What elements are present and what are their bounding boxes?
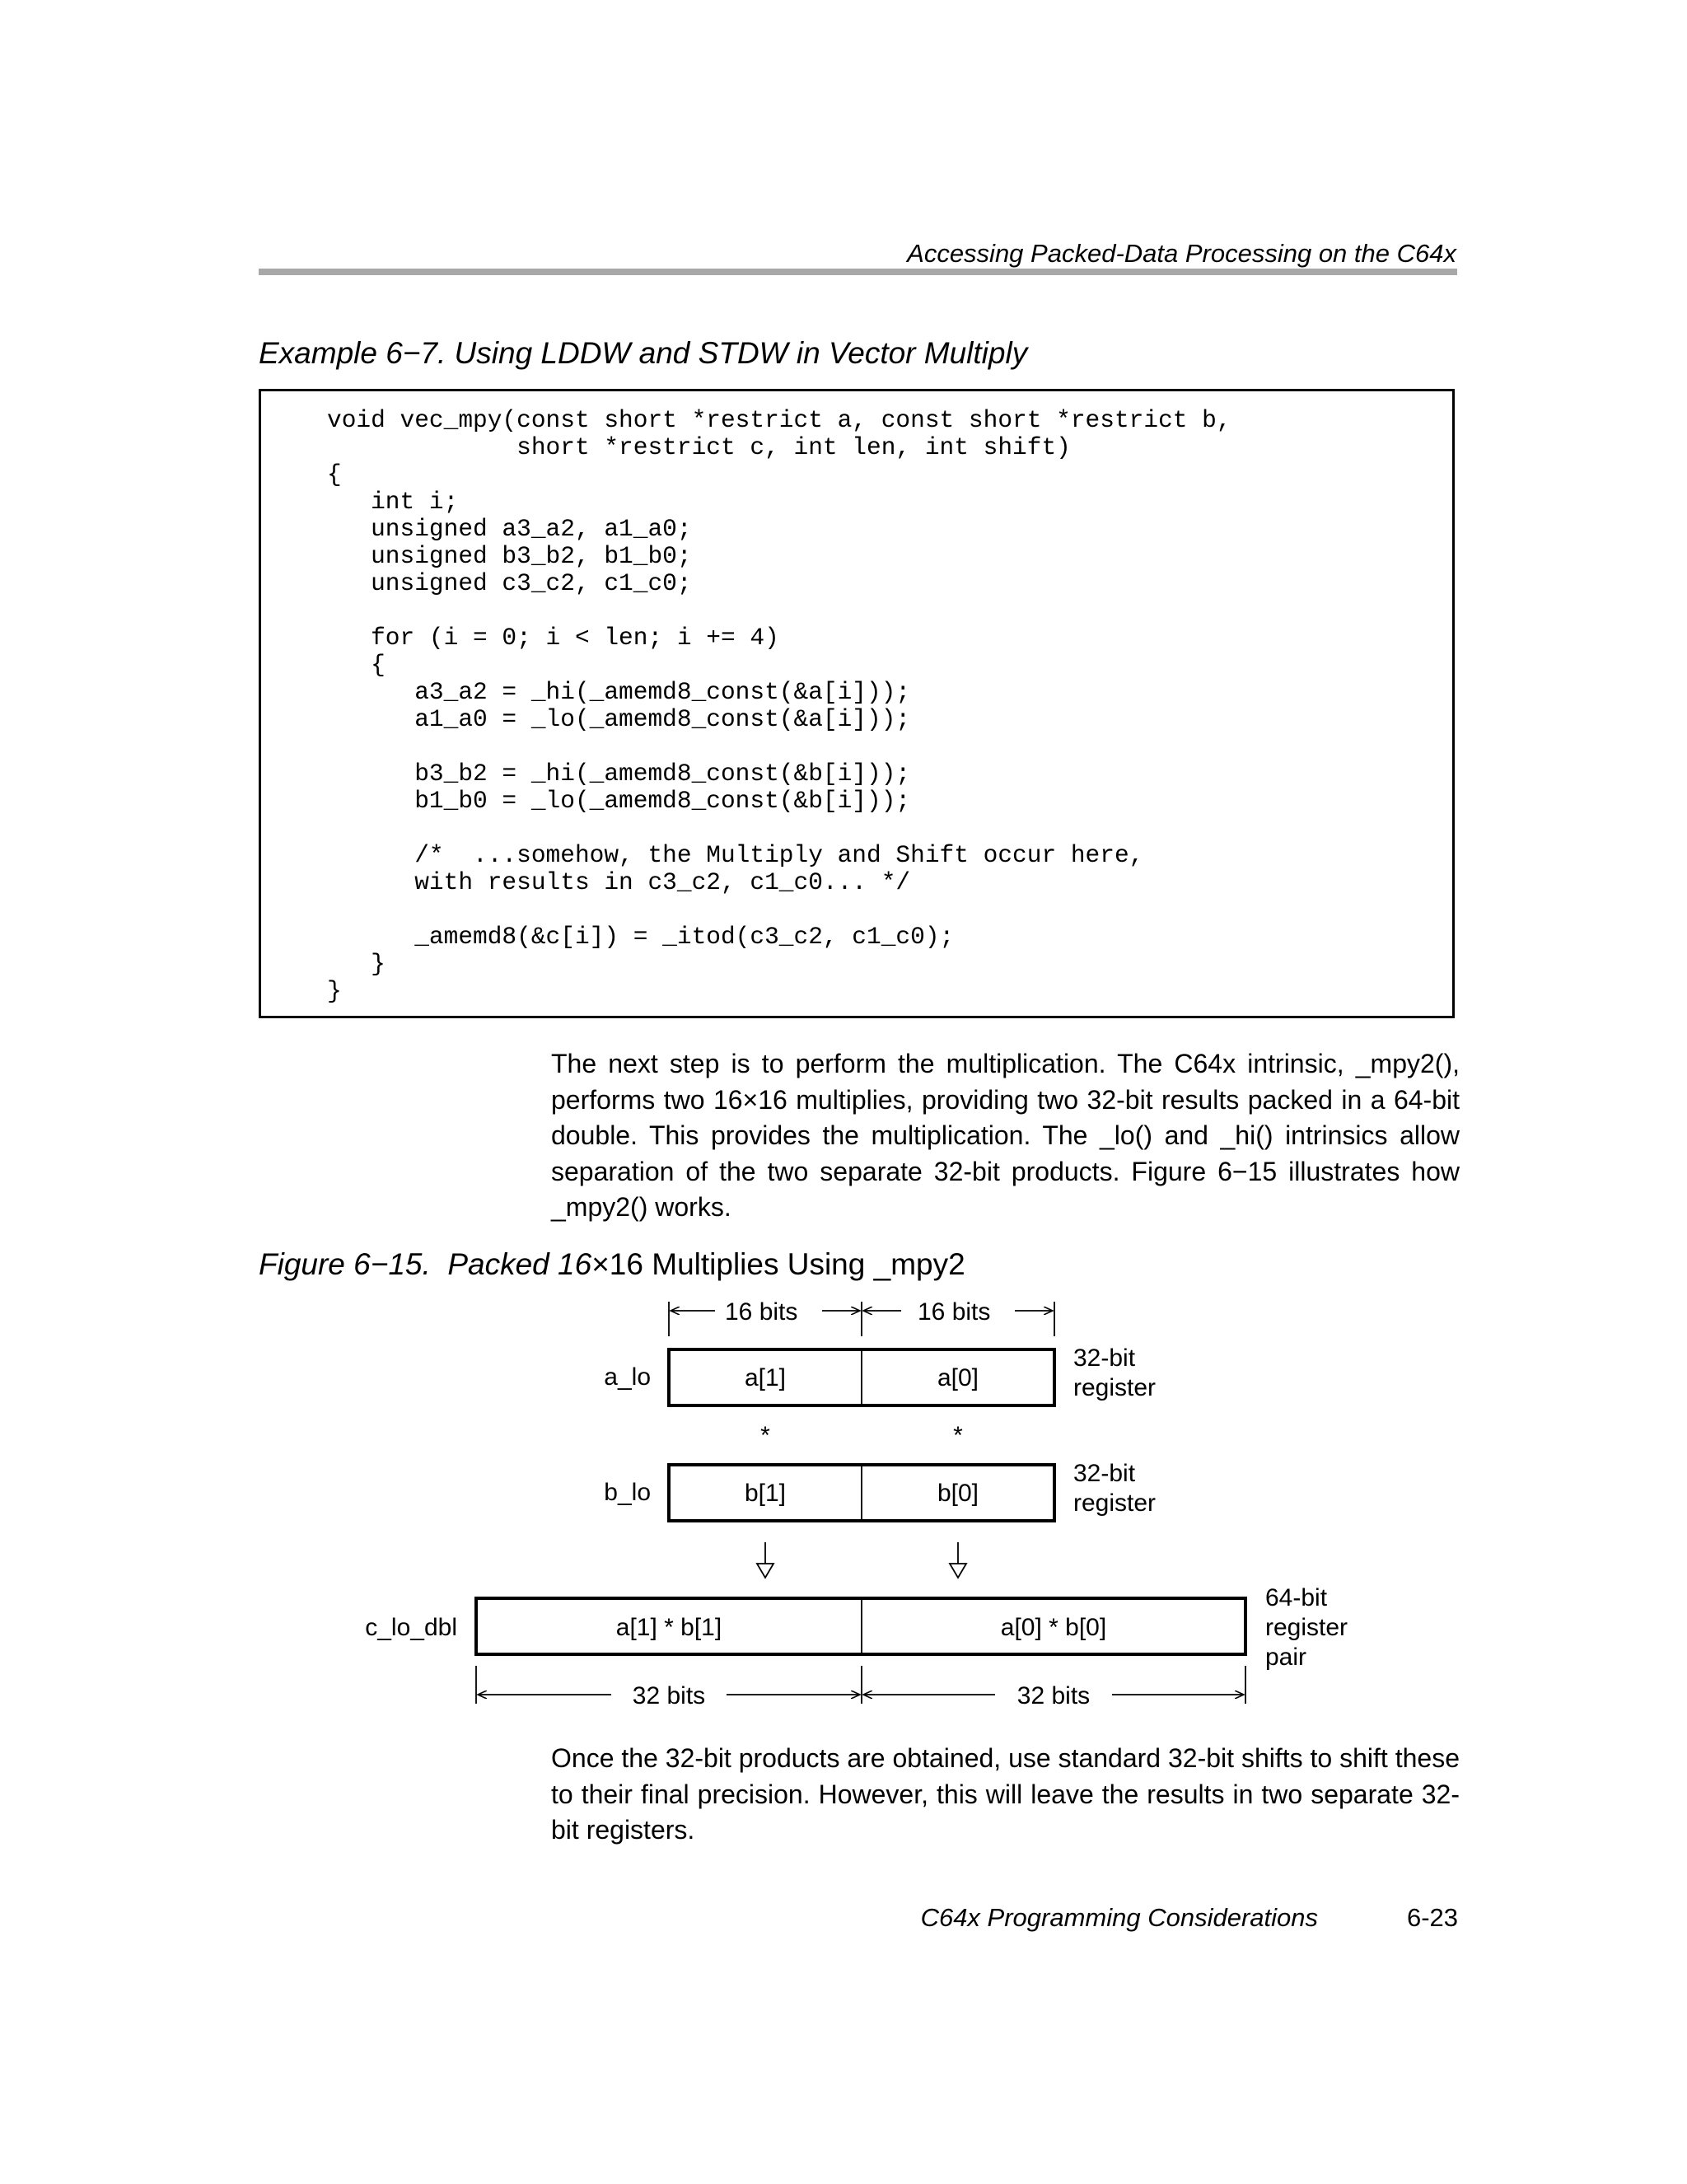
- b-register-note-1: 32-bit: [1073, 1460, 1136, 1487]
- example-title: Example 6−7. Using LDDW and STDW in Vector Multiply: [259, 336, 1028, 370]
- code-line: for (i = 0; i < len; i += 4): [327, 624, 779, 652]
- c-hi-cell: a[1] * b[1]: [615, 1614, 722, 1641]
- code-line: unsigned b3_b2, b1_b0;: [327, 542, 692, 570]
- figure-title-italic: Packed 16: [447, 1247, 592, 1281]
- c-lo-cell: a[0] * b[0]: [1000, 1614, 1107, 1641]
- bits-32-right-label: 32 bits: [1016, 1682, 1091, 1709]
- down-arrow-icon: [757, 1542, 773, 1578]
- c-register-pair-box: [476, 1598, 1245, 1654]
- paragraph-text: Once the 32-bit products are obtained, use standard 32-bit shifts to shift these to their final precision. However, this will leave the results in two separate 32-bit registers.: [551, 1743, 1460, 1845]
- a-register-note-1: 32-bit: [1073, 1345, 1136, 1372]
- a-lo-cell: a[0]: [937, 1364, 979, 1391]
- multiply-star-left: *: [760, 1422, 770, 1449]
- c-register-label: c_lo_dbl: [365, 1614, 457, 1641]
- code-line: }: [327, 950, 386, 978]
- figure-title-rest: ×16 Multiplies Using _mpy2: [591, 1247, 965, 1281]
- b-lo-cell: b[0]: [937, 1480, 979, 1507]
- code-line: _amemd8(&c[i]) = _itod(c3_c2, c1_c0);: [327, 923, 955, 951]
- bits-16-left-label: 16 bits: [725, 1298, 798, 1326]
- code-line: void vec_mpy(const short *restrict a, const short *restrict b,: [327, 406, 1231, 434]
- c-register-note-2: register: [1265, 1614, 1348, 1641]
- body-paragraph-2: [551, 1741, 1460, 1849]
- running-header-title: Accessing Packed-Data Processing on the C64x: [907, 239, 1456, 268]
- a-hi-cell: a[1]: [744, 1364, 787, 1391]
- code-line: {: [327, 651, 386, 679]
- footer-section-title: C64x Programming Considerations: [920, 1903, 1318, 1932]
- b-register-note-2: register: [1073, 1490, 1157, 1517]
- code-line: b1_b0 = _lo(_amemd8_const(&b[i]));: [327, 787, 911, 815]
- a-register-note-2: register: [1073, 1374, 1157, 1401]
- code-line: unsigned c3_c2, c1_c0;: [327, 569, 692, 597]
- b-hi-cell: b[1]: [744, 1480, 787, 1507]
- code-line: short *restrict c, int len, int shift): [327, 433, 1071, 461]
- b-register-label: b_lo: [604, 1479, 651, 1506]
- code-line: }: [327, 977, 342, 1005]
- figure-label: Figure 6−15.: [259, 1247, 431, 1281]
- code-line: int i;: [327, 488, 459, 516]
- paragraph-text: The next step is to perform the multiplication. The C64x intrinsic, _mpy2(), performs two 16×16 multiplies, providing two 32-bit results packed in a 64-bit double. This provides the multiplication. The _lo() and _hi() intrinsics allow separation of the two separate 32-bit products. Figure 6−15 illustrates how _mpy2() works.: [551, 1049, 1460, 1222]
- a-register-label: a_lo: [604, 1363, 651, 1391]
- code-line: {: [327, 461, 342, 489]
- footer-page-number: 6-23: [1406, 1903, 1458, 1932]
- code-line: b3_b2 = _hi(_amemd8_const(&b[i]));: [327, 760, 911, 788]
- bits-32-left-label: 32 bits: [632, 1682, 706, 1709]
- code-line: unsigned a3_a2, a1_a0;: [327, 515, 692, 543]
- code-line: a1_a0 = _lo(_amemd8_const(&a[i]));: [327, 705, 911, 733]
- code-line: with results in c3_c2, c1_c0... */: [327, 868, 911, 896]
- multiply-star-right: *: [953, 1422, 963, 1449]
- dimension-32-bits: [476, 1666, 1245, 1704]
- c-register-note-1: 64-bit: [1265, 1584, 1328, 1611]
- code-line: /* ...somehow, the Multiply and Shift occur here,: [327, 841, 1144, 869]
- bits-16-right-label: 16 bits: [918, 1298, 991, 1326]
- c-register-note-3: pair: [1265, 1644, 1307, 1671]
- down-arrow-icon: [950, 1542, 966, 1578]
- code-line: a3_a2 = _hi(_amemd8_const(&a[i]));: [327, 678, 911, 706]
